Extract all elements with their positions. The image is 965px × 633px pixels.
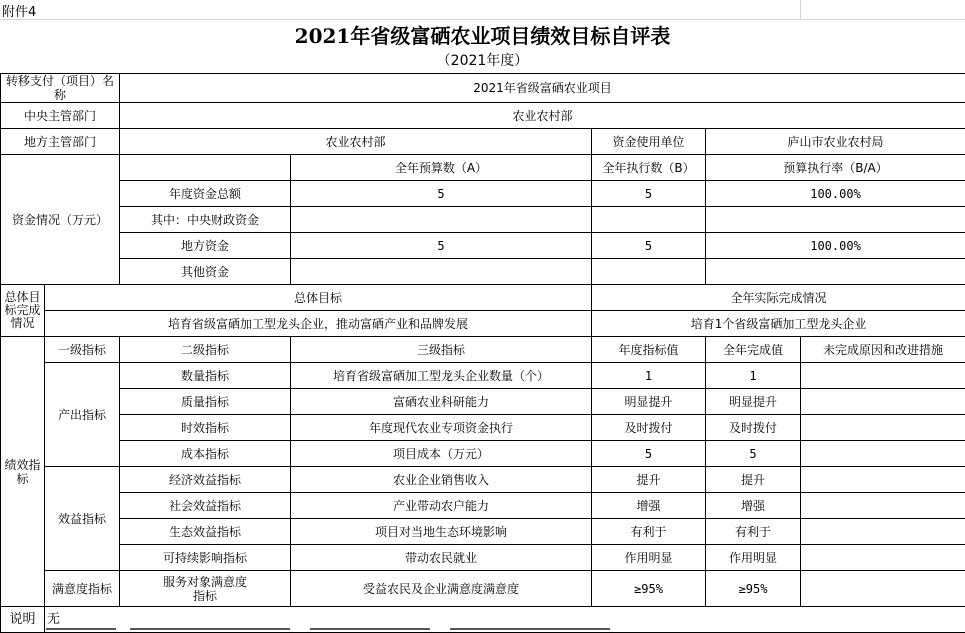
funds-row-label: 其中：中央财政资金 [120,207,291,233]
funds-exec-cell[interactable] [592,259,706,285]
indicator-target-cell[interactable]: 5 [592,441,706,467]
table-row [1,363,965,389]
funds-exec-cell[interactable] [592,207,706,233]
indicator-level3-cell: 受益农民及企业满意度满意度 [291,571,592,607]
indicator-level3-cell: 带动农民就业 [291,545,592,571]
table-row [1,155,965,181]
funds-col-exec: 全年执行数（B） [592,155,706,181]
indicator-reason-cell[interactable] [801,545,965,571]
indicator-level2-cell: 时效指标 [120,415,291,441]
table-row [1,545,965,571]
indicator-reason-cell[interactable] [801,519,965,545]
funds-rate-cell[interactable]: 100.00% [706,233,965,259]
user-unit-value[interactable]: 庐山市农业农村局 [706,129,965,155]
table-row [1,103,965,129]
indicator-level2-cell: 数量指标 [120,363,291,389]
goals-actual-text[interactable]: 培育1个省级富硒加工型龙头企业 [592,311,965,337]
indicator-target-cell[interactable]: 1 [592,363,706,389]
benefit-indicator-label: 效益指标 [45,467,120,571]
table-row [1,74,965,103]
indicator-target-cell[interactable]: 及时拨付 [592,415,706,441]
indicator-level2-cell: 可持续影响指标 [120,545,291,571]
indicators-section-label: 绩效指标 [1,337,45,607]
indicator-actual-cell[interactable]: 提升 [706,467,801,493]
funds-header-blank [120,155,291,181]
indicator-level3-cell: 富硒农业科研能力 [291,389,592,415]
indicator-target-cell[interactable]: 作用明显 [592,545,706,571]
indicator-level3-cell: 农业企业销售收入 [291,467,592,493]
indicators-header-reason: 未完成原因和改进措施 [801,337,965,363]
indicator-actual-cell[interactable]: 有利于 [706,519,801,545]
note-label: 说明 [1,607,45,633]
indicator-reason-cell[interactable] [801,467,965,493]
page-title: 2021年省级富硒农业项目绩效目标自评表 [294,24,671,48]
indicator-reason-cell[interactable] [801,493,965,519]
funds-rate-cell[interactable] [706,259,965,285]
funds-row-label: 其他资金 [120,259,291,285]
table-row [1,337,965,363]
indicators-header-level1: 一级指标 [45,337,120,363]
indicator-actual-cell[interactable]: 增强 [706,493,801,519]
indicator-reason-cell[interactable] [801,441,965,467]
table-row [1,233,965,259]
indicators-header-level2: 二级指标 [120,337,291,363]
indicator-actual-cell[interactable]: 及时拨付 [706,415,801,441]
funds-exec-cell[interactable]: 5 [592,181,706,207]
indicator-target-cell[interactable]: 增强 [592,493,706,519]
indicator-reason-cell[interactable] [801,363,965,389]
funds-exec-cell[interactable]: 5 [592,233,706,259]
indicator-level3-cell: 产业带动农户能力 [291,493,592,519]
funds-row-label: 地方资金 [120,233,291,259]
indicator-level3-cell: 培育省级富硒加工型龙头企业数量（个） [291,363,592,389]
satisfaction-indicator-label: 满意度指标 [45,571,120,607]
funds-rate-cell[interactable] [706,207,965,233]
indicator-level2-cell: 质量指标 [120,389,291,415]
indicator-reason-cell[interactable] [801,415,965,441]
indicator-level2-cell: 经济效益指标 [120,467,291,493]
page-subtitle: （2021年度） [436,53,529,69]
cropped-footer-text [0,626,965,633]
project-name-label: 转移支付（项目）名称 [1,74,120,103]
table-row [1,207,965,233]
indicator-actual-cell[interactable]: ≥95% [706,571,801,607]
funds-section-label: 资金情况（万元） [1,155,120,285]
table-row [1,441,965,467]
funds-rate-cell[interactable]: 100.00% [706,181,965,207]
note-value[interactable]: 无 [45,607,965,633]
indicator-level3-cell: 年度现代农业专项资金执行 [291,415,592,441]
funds-col-rate: 预算执行率（B/A） [706,155,965,181]
table-row [1,571,965,607]
indicators-header-target: 年度指标值 [592,337,706,363]
indicator-reason-cell[interactable] [801,389,965,415]
indicator-actual-cell[interactable]: 明显提升 [706,389,801,415]
local-dept-value[interactable]: 农业农村部 [120,129,592,155]
funds-budget-cell[interactable] [291,259,592,285]
indicator-actual-cell[interactable]: 1 [706,363,801,389]
funds-col-budget: 全年预算数（A） [291,155,592,181]
indicator-target-cell[interactable]: 明显提升 [592,389,706,415]
project-name-value[interactable]: 2021年省级富硒农业项目 [120,74,965,103]
goals-section-label: 总体目标完成情况 [1,285,45,337]
goals-col-actual: 全年实际完成情况 [592,285,965,311]
cropped-text-fragment [46,628,116,630]
indicators-header-actual: 全年完成值 [706,337,801,363]
table-row [1,493,965,519]
table-row [1,415,965,441]
table-row [1,129,965,155]
indicator-level3-cell: 项目对当地生态环境影响 [291,519,592,545]
funds-budget-cell[interactable] [291,207,592,233]
indicator-target-cell[interactable]: ≥95% [592,571,706,607]
attachment-label: 附件4 [2,5,37,20]
indicator-level3-cell: 项目成本（万元） [291,441,592,467]
indicator-actual-cell[interactable]: 5 [706,441,801,467]
table-row [1,181,965,207]
central-dept-value[interactable]: 农业农村部 [120,103,965,129]
indicator-target-cell[interactable]: 提升 [592,467,706,493]
funds-row-label: 年度资金总额 [120,181,291,207]
cropped-text-fragment [310,628,430,630]
indicator-level2-cell: 生态效益指标 [120,519,291,545]
grid-line [800,0,801,19]
table-row [1,467,965,493]
indicator-actual-cell[interactable]: 作用明显 [706,545,801,571]
output-indicator-label: 产出指标 [45,363,120,467]
table-row [1,389,965,415]
indicator-reason-cell[interactable] [801,571,965,607]
table-row [1,311,965,337]
goals-goal-text[interactable]: 培育省级富硒加工型龙头企业，推动富硒产业和品牌发展 [45,311,592,337]
indicator-level2-cell: 社会效益指标 [120,493,291,519]
funds-budget-cell[interactable]: 5 [291,181,592,207]
local-dept-label: 地方主管部门 [1,129,120,155]
table-row [1,285,965,311]
table-row [1,519,965,545]
indicator-level2-cell: 成本指标 [120,441,291,467]
cropped-text-fragment [450,628,610,630]
goals-col-goal: 总体目标 [45,285,592,311]
user-unit-label: 资金使用单位 [592,129,706,155]
indicator-target-cell[interactable]: 有利于 [592,519,706,545]
indicator-level2-cell: 服务对象满意度指标 [120,571,291,607]
funds-budget-cell[interactable]: 5 [291,233,592,259]
table-row [1,259,965,285]
cropped-text-fragment [130,628,290,630]
indicators-header-level3: 三级指标 [291,337,592,363]
self-evaluation-table [0,73,965,633]
central-dept-label: 中央主管部门 [1,103,120,129]
